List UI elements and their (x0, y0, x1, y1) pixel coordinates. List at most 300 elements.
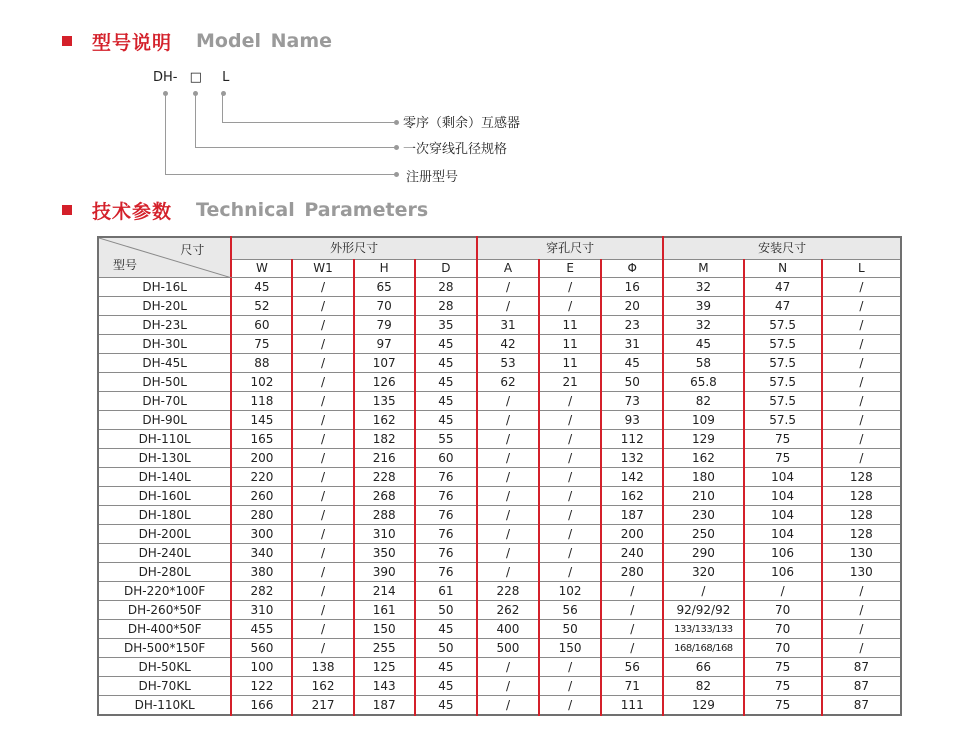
value-cell: 50 (601, 373, 663, 392)
value-cell: 57.5 (744, 354, 822, 373)
value-cell: 128 (822, 506, 901, 525)
value-cell: 104 (744, 525, 822, 544)
value-cell: 150 (539, 639, 601, 658)
model-cell: DH-400*50F (98, 620, 231, 639)
value-cell: / (539, 563, 601, 582)
model-cell: DH-180L (98, 506, 231, 525)
value-cell: 128 (822, 468, 901, 487)
value-cell: 76 (415, 544, 477, 563)
value-cell: / (292, 582, 353, 601)
value-cell: / (292, 430, 353, 449)
value-cell: 82 (663, 677, 743, 696)
value-cell: 100 (231, 658, 292, 677)
value-cell: 45 (415, 373, 477, 392)
value-cell: 455 (231, 620, 292, 639)
value-cell: 87 (822, 677, 901, 696)
value-cell: / (292, 506, 353, 525)
value-cell: 66 (663, 658, 743, 677)
dot-end-icon (394, 145, 399, 150)
value-cell: / (292, 411, 353, 430)
value-cell: / (539, 696, 601, 716)
corner-label-model: 型号 (113, 258, 138, 272)
value-cell: 76 (415, 506, 477, 525)
label-hole-spec: 一次穿线孔径规格 (403, 142, 508, 157)
column-header: W1 (292, 260, 353, 278)
value-cell: 57.5 (744, 411, 822, 430)
table-row (98, 430, 901, 449)
value-cell: 70 (354, 297, 415, 316)
value-cell: / (539, 677, 601, 696)
value-cell: 87 (822, 696, 901, 716)
value-cell: 76 (415, 563, 477, 582)
group-header-hole: 穿孔尺寸 (477, 237, 663, 260)
value-cell: 130 (822, 563, 901, 582)
section-title-cn: 技术参数 (92, 200, 173, 223)
value-cell: 104 (744, 468, 822, 487)
model-code-suffix: L (222, 70, 230, 85)
value-cell: / (477, 411, 539, 430)
column-header: N (744, 260, 822, 278)
column-header: M (663, 260, 743, 278)
table-row (98, 563, 901, 582)
value-cell: 210 (663, 487, 743, 506)
model-cell: DH-280L (98, 563, 231, 582)
model-cell: DH-50KL (98, 658, 231, 677)
value-cell: 280 (231, 506, 292, 525)
value-cell: 31 (601, 335, 663, 354)
value-cell: 268 (354, 487, 415, 506)
value-cell: / (292, 601, 353, 620)
table-row (98, 544, 901, 563)
value-cell: / (292, 544, 353, 563)
value-cell: 39 (663, 297, 743, 316)
column-header: W (231, 260, 292, 278)
table-row (98, 278, 901, 297)
value-cell: 47 (744, 297, 822, 316)
value-cell: 107 (354, 354, 415, 373)
corner-label-size: 尺寸 (180, 243, 205, 257)
value-cell: 45 (415, 354, 477, 373)
value-cell: 310 (354, 525, 415, 544)
value-cell: 57.5 (744, 392, 822, 411)
value-cell: 182 (354, 430, 415, 449)
value-cell: / (292, 373, 353, 392)
value-cell: 138 (292, 658, 353, 677)
value-cell: / (477, 487, 539, 506)
value-cell: / (822, 582, 901, 601)
value-cell: / (292, 468, 353, 487)
value-cell: 400 (477, 620, 539, 639)
value-cell: 200 (231, 449, 292, 468)
value-cell: 129 (663, 430, 743, 449)
value-cell: / (822, 620, 901, 639)
value-cell: 168/168/168 (663, 639, 743, 658)
value-cell: / (292, 297, 353, 316)
value-cell: / (539, 544, 601, 563)
table-row (98, 506, 901, 525)
value-cell: 104 (744, 506, 822, 525)
value-cell: 262 (477, 601, 539, 620)
value-cell: 162 (292, 677, 353, 696)
model-cell: DH-70L (98, 392, 231, 411)
value-cell: / (292, 316, 353, 335)
table-row (98, 639, 901, 658)
value-cell: 45 (415, 620, 477, 639)
value-cell: / (539, 297, 601, 316)
value-cell: 73 (601, 392, 663, 411)
value-cell: 52 (231, 297, 292, 316)
value-cell: 130 (822, 544, 901, 563)
leader-line (165, 94, 166, 175)
value-cell: 112 (601, 430, 663, 449)
value-cell: 58 (663, 354, 743, 373)
value-cell: 75 (744, 658, 822, 677)
value-cell: 162 (601, 487, 663, 506)
value-cell: 76 (415, 468, 477, 487)
value-cell: / (477, 525, 539, 544)
value-cell: / (822, 639, 901, 658)
value-cell: 161 (354, 601, 415, 620)
value-cell: 50 (415, 639, 477, 658)
value-cell: 88 (231, 354, 292, 373)
value-cell: 21 (539, 373, 601, 392)
value-cell: 390 (354, 563, 415, 582)
value-cell: / (477, 392, 539, 411)
value-cell: 280 (601, 563, 663, 582)
value-cell: 50 (415, 601, 477, 620)
value-cell: 97 (354, 335, 415, 354)
table-row (98, 354, 901, 373)
value-cell: / (292, 335, 353, 354)
value-cell: / (822, 373, 901, 392)
red-square-bullet-icon (62, 205, 72, 215)
value-cell: 104 (744, 487, 822, 506)
value-cell: 135 (354, 392, 415, 411)
value-cell: / (477, 506, 539, 525)
table-row (98, 335, 901, 354)
value-cell: / (744, 582, 822, 601)
value-cell: 70 (744, 620, 822, 639)
leader-line (195, 147, 396, 148)
value-cell: / (477, 658, 539, 677)
value-cell: 45 (663, 335, 743, 354)
value-cell: 165 (231, 430, 292, 449)
value-cell: 128 (822, 487, 901, 506)
value-cell: 109 (663, 411, 743, 430)
value-cell: 35 (415, 316, 477, 335)
value-cell: 145 (231, 411, 292, 430)
column-header: A (477, 260, 539, 278)
table-row (98, 487, 901, 506)
value-cell: 31 (477, 316, 539, 335)
model-code-prefix: DH- (153, 70, 178, 85)
leader-line (195, 94, 196, 148)
value-cell: 70 (744, 601, 822, 620)
value-cell: 76 (415, 525, 477, 544)
value-cell: / (292, 354, 353, 373)
column-header: E (539, 260, 601, 278)
leader-line (165, 174, 396, 175)
value-cell: 230 (663, 506, 743, 525)
value-cell: 45 (415, 696, 477, 716)
value-cell: 75 (231, 335, 292, 354)
value-cell: 128 (822, 525, 901, 544)
value-cell: / (292, 620, 353, 639)
table-row (98, 392, 901, 411)
value-cell: / (822, 411, 901, 430)
model-code-box: □ (189, 70, 202, 85)
value-cell: 102 (539, 582, 601, 601)
label-registered-model: 注册型号 (406, 170, 459, 185)
model-cell: DH-260*50F (98, 601, 231, 620)
model-cell: DH-20L (98, 297, 231, 316)
group-header-outline: 外形尺寸 (231, 237, 477, 260)
table-row (98, 601, 901, 620)
value-cell: 45 (415, 677, 477, 696)
model-cell: DH-16L (98, 278, 231, 297)
value-cell: 143 (354, 677, 415, 696)
value-cell: / (539, 392, 601, 411)
model-cell: DH-140L (98, 468, 231, 487)
technical-parameters-table (97, 236, 902, 716)
value-cell: / (539, 487, 601, 506)
value-cell: 180 (663, 468, 743, 487)
value-cell: 56 (539, 601, 601, 620)
value-cell: / (292, 563, 353, 582)
model-cell: DH-130L (98, 449, 231, 468)
table-row (98, 449, 901, 468)
value-cell: 87 (822, 658, 901, 677)
model-code (153, 70, 229, 85)
value-cell: 150 (354, 620, 415, 639)
value-cell: 102 (231, 373, 292, 392)
value-cell: 76 (415, 487, 477, 506)
value-cell: 288 (354, 506, 415, 525)
value-cell: / (477, 677, 539, 696)
value-cell: 71 (601, 677, 663, 696)
column-header: Φ (601, 260, 663, 278)
value-cell: / (539, 430, 601, 449)
table-row (98, 297, 901, 316)
model-cell: DH-200L (98, 525, 231, 544)
value-cell: 61 (415, 582, 477, 601)
value-cell: / (822, 392, 901, 411)
value-cell: / (601, 620, 663, 639)
value-cell: 380 (231, 563, 292, 582)
value-cell: 92/92/92 (663, 601, 743, 620)
model-cell: DH-90L (98, 411, 231, 430)
value-cell: 16 (601, 278, 663, 297)
value-cell: 228 (477, 582, 539, 601)
value-cell: 118 (231, 392, 292, 411)
value-cell: 217 (292, 696, 353, 716)
value-cell: / (822, 335, 901, 354)
model-cell: DH-500*150F (98, 639, 231, 658)
value-cell: 79 (354, 316, 415, 335)
value-cell: 55 (415, 430, 477, 449)
value-cell: 106 (744, 544, 822, 563)
value-cell: 162 (663, 449, 743, 468)
value-cell: / (822, 354, 901, 373)
value-cell: 187 (354, 696, 415, 716)
value-cell: / (292, 487, 353, 506)
value-cell: 45 (415, 658, 477, 677)
value-cell: 216 (354, 449, 415, 468)
dot-end-icon (394, 120, 399, 125)
value-cell: 122 (231, 677, 292, 696)
value-cell: 560 (231, 639, 292, 658)
value-cell: 93 (601, 411, 663, 430)
table-row (98, 316, 901, 335)
value-cell: 45 (415, 392, 477, 411)
value-cell: 53 (477, 354, 539, 373)
value-cell: / (477, 278, 539, 297)
value-cell: / (822, 278, 901, 297)
value-cell: 32 (663, 316, 743, 335)
value-cell: 45 (415, 335, 477, 354)
value-cell: / (477, 449, 539, 468)
table-corner-header (98, 237, 231, 278)
value-cell: 310 (231, 601, 292, 620)
value-cell: / (477, 544, 539, 563)
column-header: H (354, 260, 415, 278)
column-header: L (822, 260, 901, 278)
value-cell: 132 (601, 449, 663, 468)
value-cell: / (477, 297, 539, 316)
leader-line (222, 94, 223, 123)
value-cell: 75 (744, 696, 822, 716)
value-cell: / (292, 639, 353, 658)
value-cell: 220 (231, 468, 292, 487)
model-name-diagram (0, 0, 970, 195)
value-cell: 166 (231, 696, 292, 716)
value-cell: / (539, 658, 601, 677)
table-row (98, 373, 901, 392)
value-cell: 57.5 (744, 373, 822, 392)
section-title-cn: 型号说明 (92, 31, 173, 54)
value-cell: 350 (354, 544, 415, 563)
value-cell: / (477, 468, 539, 487)
value-cell: 75 (744, 449, 822, 468)
value-cell: / (601, 639, 663, 658)
value-cell: / (539, 449, 601, 468)
value-cell: 11 (539, 316, 601, 335)
section-title-en: Model Name (196, 30, 332, 52)
leader-line (222, 122, 396, 123)
table-row (98, 525, 901, 544)
value-cell: 75 (744, 430, 822, 449)
model-cell: DH-50L (98, 373, 231, 392)
value-cell: / (539, 506, 601, 525)
value-cell: 28 (415, 297, 477, 316)
value-cell: / (477, 430, 539, 449)
model-cell: DH-23L (98, 316, 231, 335)
value-cell: 129 (663, 696, 743, 716)
value-cell: 255 (354, 639, 415, 658)
value-cell: / (601, 601, 663, 620)
value-cell: / (477, 563, 539, 582)
value-cell: 70 (744, 639, 822, 658)
value-cell: / (539, 468, 601, 487)
value-cell: 62 (477, 373, 539, 392)
table-row (98, 677, 901, 696)
value-cell: 20 (601, 297, 663, 316)
value-cell: / (663, 582, 743, 601)
table-row (98, 411, 901, 430)
value-cell: 282 (231, 582, 292, 601)
section-heading-technical-parameters (62, 197, 428, 223)
value-cell: 111 (601, 696, 663, 716)
value-cell: 28 (415, 278, 477, 297)
value-cell: 500 (477, 639, 539, 658)
dot-end-icon (394, 172, 399, 177)
value-cell: 142 (601, 468, 663, 487)
value-cell: 187 (601, 506, 663, 525)
value-cell: / (539, 525, 601, 544)
model-cell: DH-70KL (98, 677, 231, 696)
value-cell: 200 (601, 525, 663, 544)
model-cell: DH-110KL (98, 696, 231, 716)
label-transformer-type: 零序（剩余）互感器 (403, 116, 521, 131)
value-cell: 57.5 (744, 316, 822, 335)
value-cell: 57.5 (744, 335, 822, 354)
value-cell: / (292, 392, 353, 411)
value-cell: 290 (663, 544, 743, 563)
model-cell: DH-110L (98, 430, 231, 449)
table-row (98, 696, 901, 716)
value-cell: 42 (477, 335, 539, 354)
value-cell: 106 (744, 563, 822, 582)
value-cell: 47 (744, 278, 822, 297)
group-header-mounting: 安装尺寸 (663, 237, 901, 260)
value-cell: 45 (415, 411, 477, 430)
value-cell: 11 (539, 354, 601, 373)
table-row (98, 582, 901, 601)
value-cell: 250 (663, 525, 743, 544)
value-cell: / (822, 449, 901, 468)
value-cell: / (822, 601, 901, 620)
value-cell: / (292, 278, 353, 297)
value-cell: 228 (354, 468, 415, 487)
value-cell: 65 (354, 278, 415, 297)
value-cell: 300 (231, 525, 292, 544)
table-row (98, 468, 901, 487)
value-cell: 50 (539, 620, 601, 639)
column-header: D (415, 260, 477, 278)
value-cell: 23 (601, 316, 663, 335)
value-cell: 320 (663, 563, 743, 582)
value-cell: / (822, 316, 901, 335)
value-cell: 56 (601, 658, 663, 677)
model-cell: DH-45L (98, 354, 231, 373)
value-cell: 82 (663, 392, 743, 411)
table-row (98, 620, 901, 639)
value-cell: / (477, 696, 539, 716)
value-cell: 133/133/133 (663, 620, 743, 639)
value-cell: 60 (231, 316, 292, 335)
value-cell: 214 (354, 582, 415, 601)
value-cell: 32 (663, 278, 743, 297)
model-cell: DH-160L (98, 487, 231, 506)
value-cell: 240 (601, 544, 663, 563)
value-cell: 260 (231, 487, 292, 506)
model-cell: DH-220*100F (98, 582, 231, 601)
value-cell: / (292, 449, 353, 468)
value-cell: 11 (539, 335, 601, 354)
value-cell: / (601, 582, 663, 601)
value-cell: 125 (354, 658, 415, 677)
table-row (98, 658, 901, 677)
